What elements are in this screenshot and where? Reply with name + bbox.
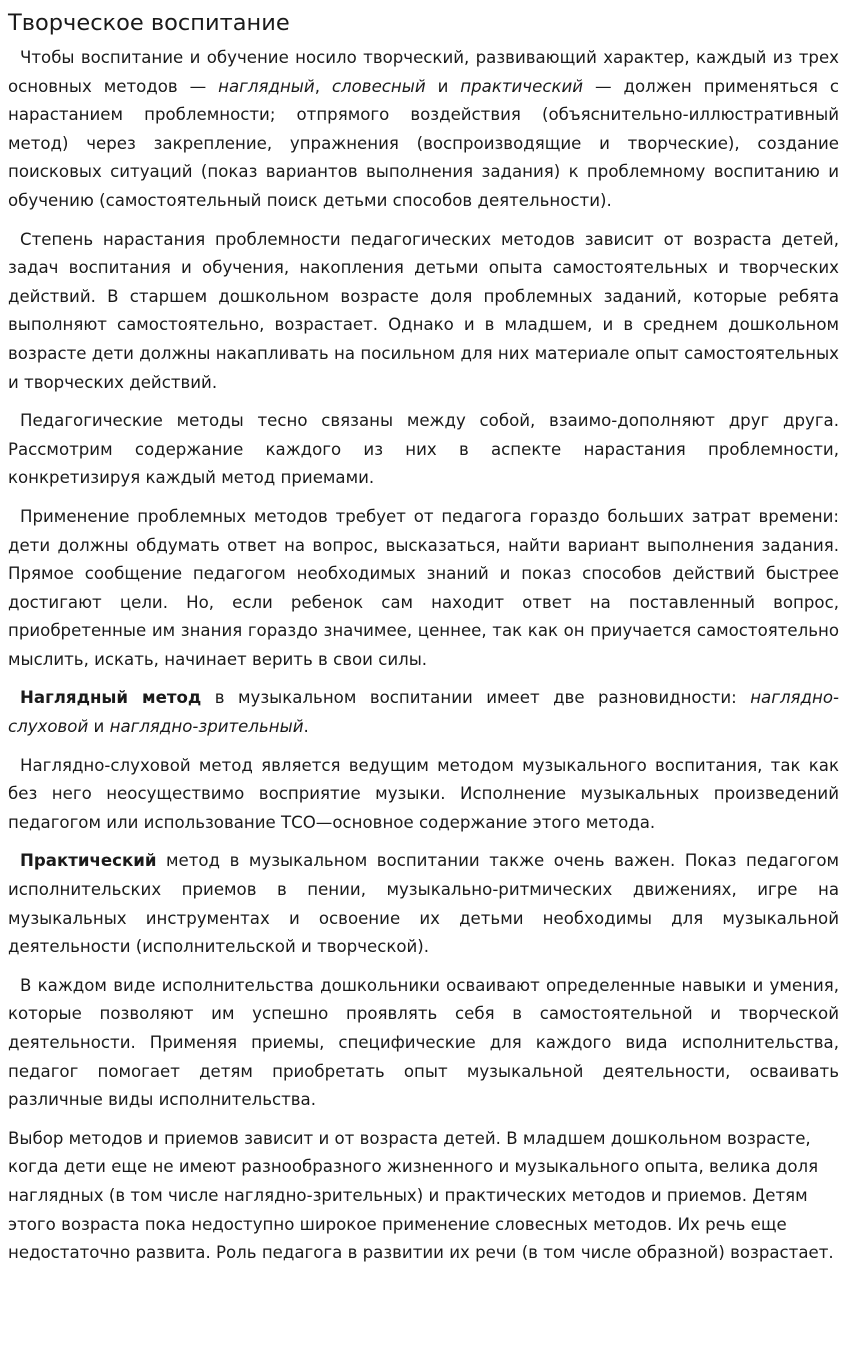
visual-auditory-term: наглядно-слуховой xyxy=(8,688,839,737)
p5-text-a: в музыкальном воспитании имеет две разновидности: xyxy=(201,688,751,708)
paragraph-4: Применение проблемных методов требует от педагога гораздо больших затрат времени: дети должны обдумать ответ на вопрос, высказаться, найти вариант выполнения задания. Прямое сообщение педагогом необходимых знаний и показ способов действий быстрее достигают цели. Но, если ребенок сам находит ответ на поставленный вопрос, приобретенные им знания гораздо значимее, ценнее, так как он приучается самостоятельно мыслить, искать, начинает верить в свои силы. xyxy=(8,506,839,669)
paragraph-3: Педагогические методы тесно связаны между собой, взаимо-дополняют друг друга. Рассмотрим содержание каждого из них в аспекте нарастания проблемности, конкретизируя каждый метод приемами. xyxy=(8,411,839,488)
visual-method-heading: Наглядный метод xyxy=(20,688,202,708)
paragraph-2: Степень нарастания проблемности педагогических методов зависит от возраста детей, задач воспитания и обучения, накопления детьми опыта самостоятельных и творческих действий. В старшем дошкольном возрасте доля проблемных заданий, которые ребята выполняют самостоятельно, возрастает. Однако и в младшем, и в среднем дошкольном возрасте дети должны накапливать на посильном для них материале опыт самостоятельных и творческих действий. xyxy=(8,229,839,392)
paragraph-8: В каждом виде исполнительства дошкольники осваивают определенные навыки и умения, которые позволяют им успешно проявлять себя в самостоятельной и творческой деятельности. Применяя приемы, специфические для каждого вида исполнительства, педагог помогает детям приобретать опыт музыкальной деятельности, осваивать различные виды исполнительства. xyxy=(8,975,839,1110)
visual-visual-term: наглядно-зрительный xyxy=(109,717,304,737)
method-visual-term: наглядный xyxy=(218,76,315,96)
paragraph-5 xyxy=(8,684,839,741)
p5-end: . xyxy=(303,717,309,737)
p1-sep-1: , xyxy=(314,76,332,96)
paragraph-7 xyxy=(8,847,839,961)
paragraph-9: Выбор методов и приемов зависит и от возраста детей. В младшем дошкольном возрасте, когда дети еще не имеют разнообразного жизненного и музыкального опыта, велика доля наглядных (в том числе наглядно-зрительных) и практических методов и приемов. Детям этого возраста пока недоступно широкое применение словесных методов. Их речь еще недостаточно развита. Роль педагога в развитии их речи (в том числе образной) возрастает. xyxy=(8,1128,834,1263)
method-verbal-term: словесный xyxy=(331,76,426,96)
paragraph-1 xyxy=(8,44,839,216)
page-title: Творческое воспитание xyxy=(8,10,290,36)
practical-method-heading: Практический xyxy=(20,851,157,871)
method-practical-term: практический xyxy=(460,76,584,96)
p5-mid: и xyxy=(88,717,110,737)
p7-text-a: метод в музыкальном воспитании также очень важен. Показ педагогом исполнительских приемов в пении, музыкально-ритмических движениях, игре на музыкальных инструментах и освоение их детьми необходимы для музыкальной деятельности (исполнительской и творческой). xyxy=(8,851,839,957)
paragraph-6: Наглядно-слуховой метод является ведущим методом музыкального воспитания, так как без него неосуществимо восприятие музыки. Исполнение музыкальных произведений педагогом или использование ТСО—основное содержание этого метода. xyxy=(8,755,839,832)
p1-text-a: Чтобы воспитание и обучение носило творческий, развивающий характер, каждый из трех основных методов — xyxy=(8,48,839,96)
p1-sep-2: и xyxy=(425,76,461,96)
p1-text-b: — должен применяться с нарастанием проблемности; отпрямого воздействия (объяснительно-иллюстративный метод) через закрепление, упражнения (воспроизводящие и творческие), создание поисковых ситуаций (показ вариантов выполнения задания) к проблемному воспитанию и обучению (самостоятельный поиск детьми способов деятельности). xyxy=(8,76,839,210)
